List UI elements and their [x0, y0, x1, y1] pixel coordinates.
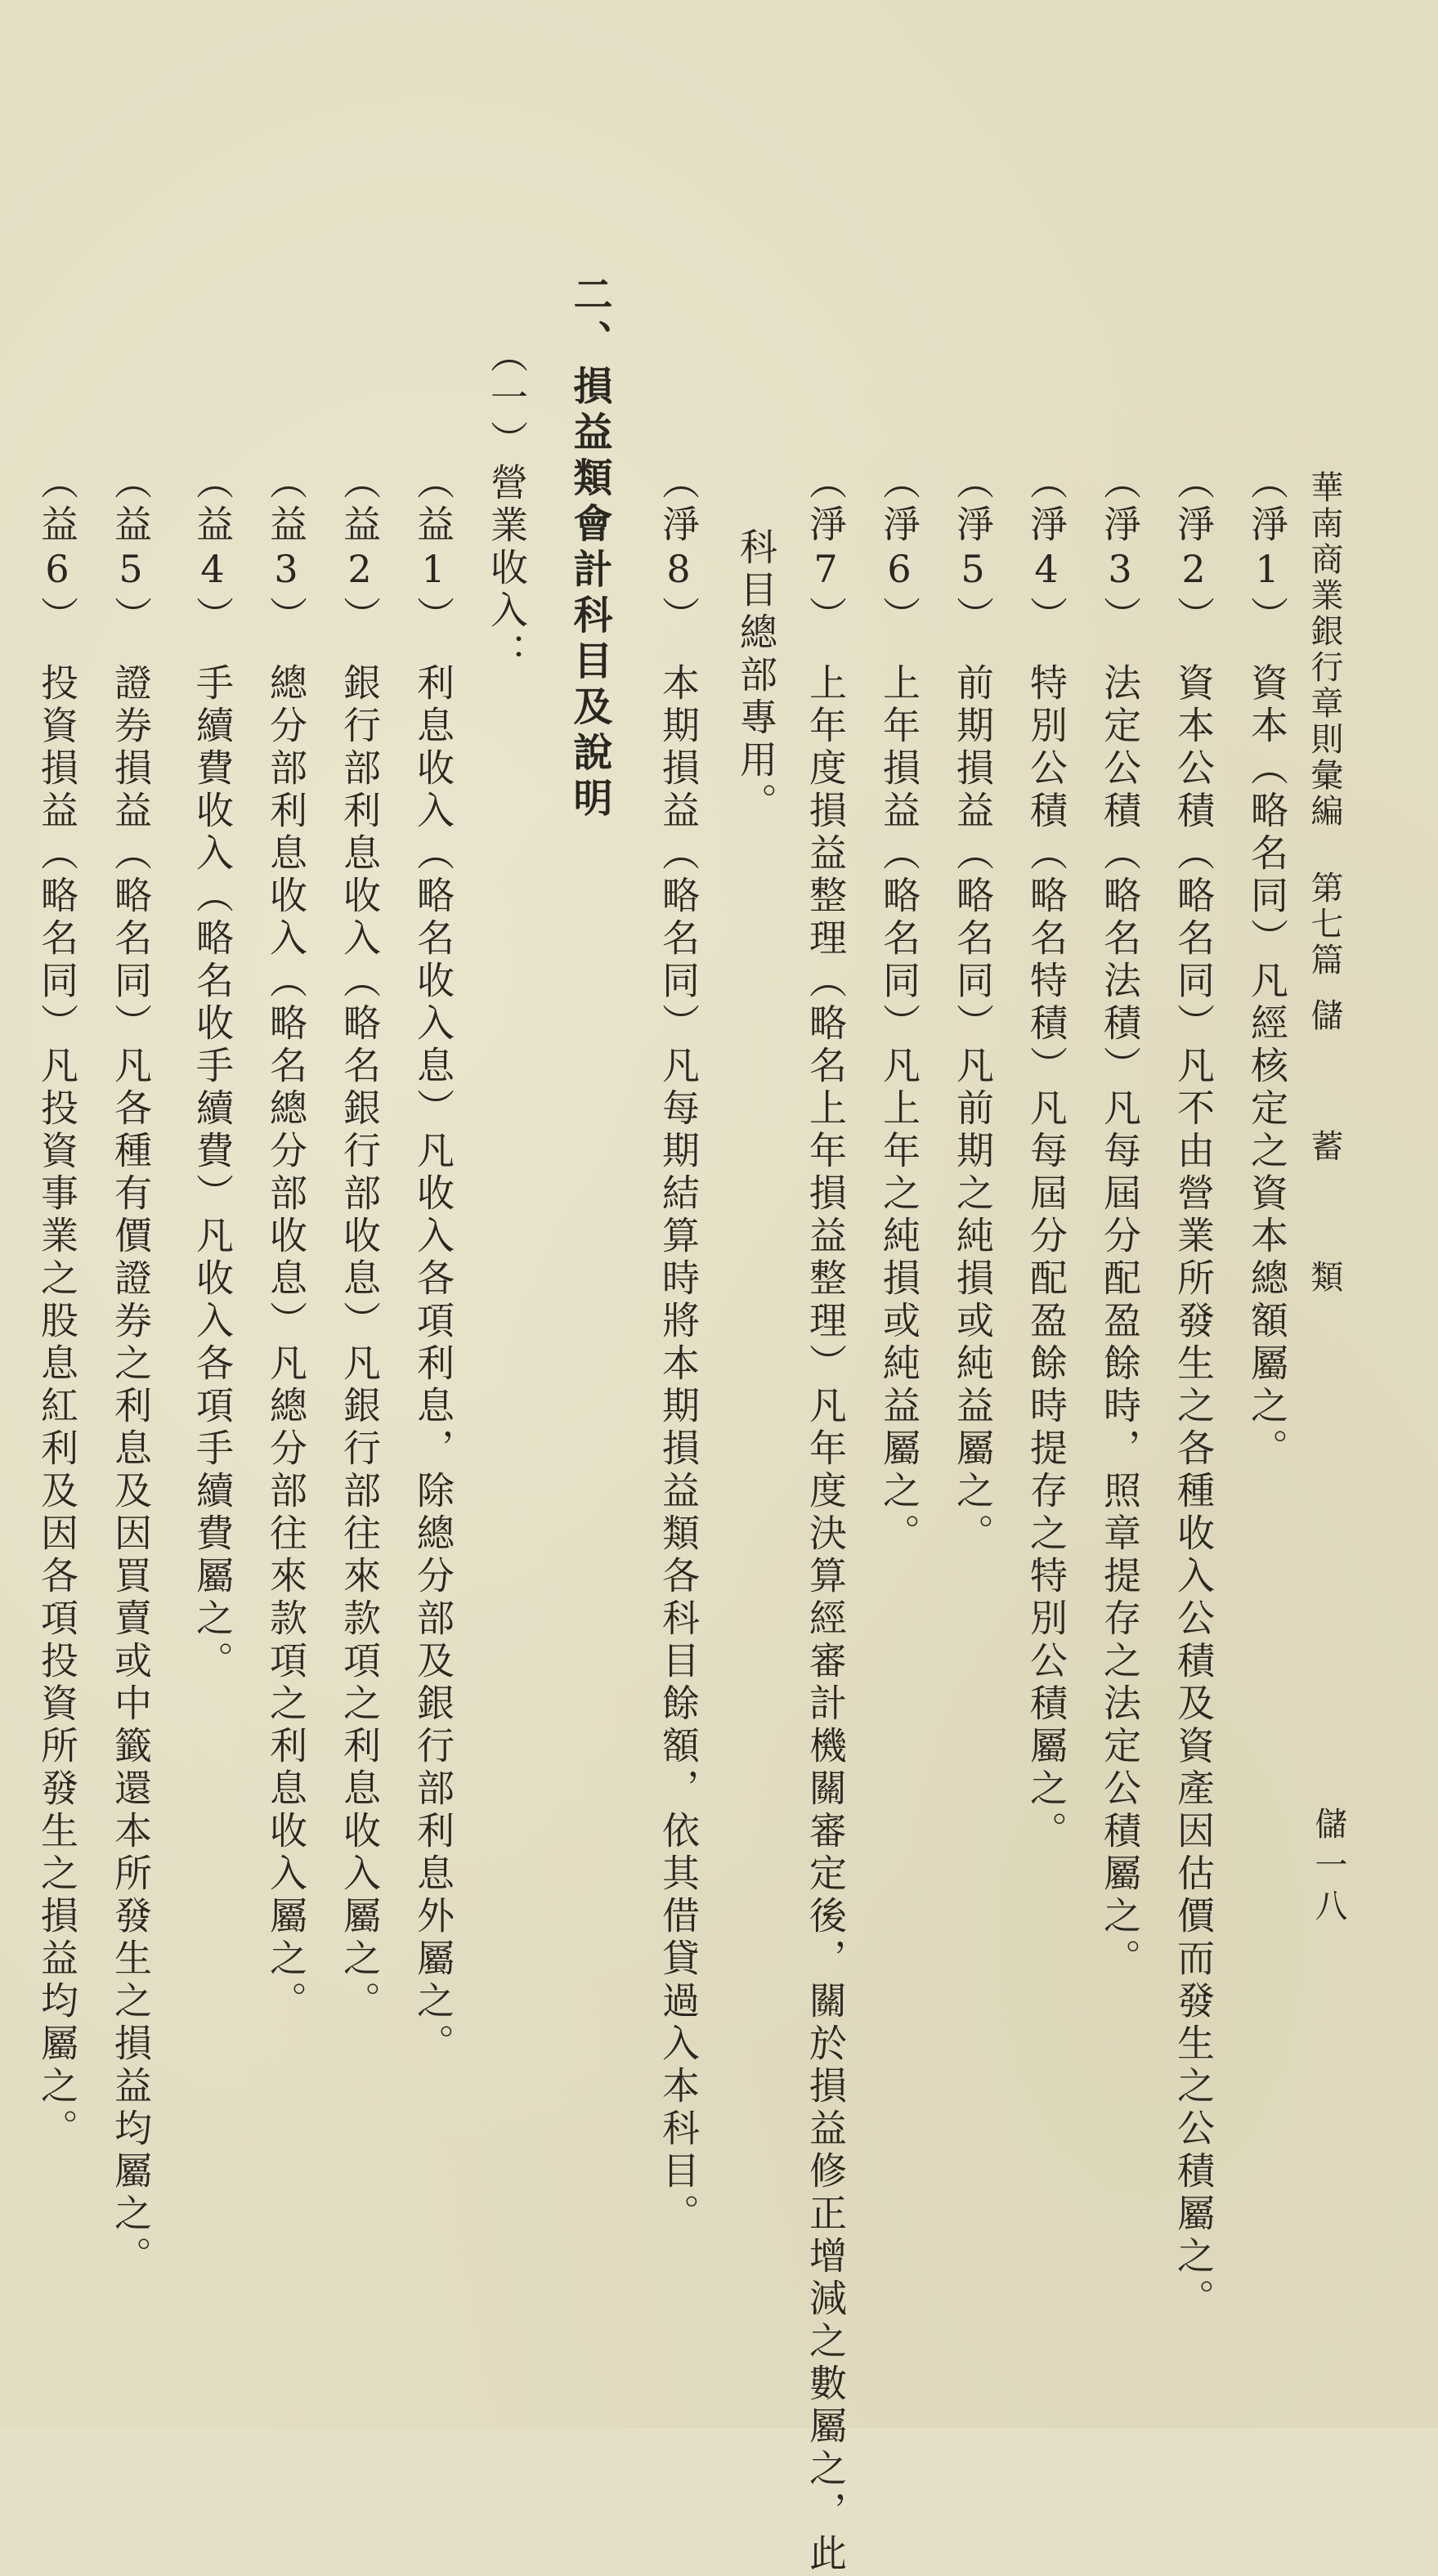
item-text: 投資損益（略名同）凡投資事業之股息紅利及因各項投資所發生之損益均屬之。 — [35, 663, 79, 2151]
item-code: （淨6） — [877, 462, 921, 638]
item-code: （益6） — [35, 462, 79, 638]
net-worth-item-7 — [804, 462, 848, 2576]
item-code: （益1） — [411, 462, 455, 638]
item-text: 資本（略名同）凡經核定之資本總額屬之。 — [1245, 663, 1289, 1471]
item-text: 利息收入（略名收入息）凡收入各項利息，除總分部及銀行部利息外屬之。 — [411, 663, 455, 2066]
net-worth-item-4 — [1024, 462, 1068, 1853]
item-text: 本期損益（略名同）凡每期結算時將本期損益類各科目餘額，依其借貸過入本科目。 — [656, 663, 701, 2236]
item-code: （淨4） — [1024, 462, 1068, 638]
net-worth-item-6 — [877, 462, 921, 1556]
item-code: （益3） — [264, 462, 308, 638]
section-title: 二、損益類會計科目及說明 — [567, 274, 612, 823]
income-item-3 — [264, 462, 308, 2023]
item-text: 手續費收入（略名收手續費）凡收入各項手續費屬之。 — [190, 663, 235, 1683]
item-text: 上年損益（略名同）凡上年之純損或純益屬之。 — [877, 663, 921, 1556]
item-text: 法定公積（略名法積）凡每屆分配盈餘時，照章提存之法定公積屬之。 — [1098, 663, 1142, 1981]
subsection-title: （一）營業收入： — [485, 335, 529, 675]
item-code: （淨1） — [1245, 462, 1289, 638]
running-header — [1308, 470, 1341, 1325]
income-item-4 — [190, 462, 235, 1683]
item-code: （淨8） — [656, 462, 701, 638]
item-text: 證券損益（略名同）凡各種有價證券之利息及因買賣或中籤還本所發生之損益均屬之。 — [109, 663, 153, 2278]
net-worth-item-5 — [951, 462, 995, 1556]
net-worth-item-7-continuation: 科目總部專用。 — [734, 527, 778, 825]
income-item-1 — [411, 462, 455, 2066]
chapter-number: 第七篇 — [1306, 871, 1343, 979]
item-code: （淨2） — [1171, 462, 1216, 638]
income-item-6 — [35, 462, 79, 2151]
item-text: 總分部利息收入（略名總分部收息）凡總分部往來款項之利息收入屬之。 — [264, 663, 308, 2023]
item-code: （益2） — [338, 462, 382, 638]
item-code: （淨3） — [1098, 462, 1142, 638]
item-text: 資本公積（略名同）凡不由營業所發生之各種收入公積及資產因估價而發生之公積屬之。 — [1171, 663, 1216, 2321]
net-worth-item-8 — [656, 462, 701, 2236]
net-worth-item-1 — [1245, 462, 1289, 1471]
income-item-2 — [338, 462, 382, 2023]
item-code: （淨7） — [804, 462, 848, 638]
book-title: 華南商業銀行章則彙編 — [1306, 470, 1343, 830]
item-code: （益5） — [109, 462, 153, 638]
page-number: 儲一八 — [1310, 1807, 1347, 1929]
net-worth-item-2 — [1171, 462, 1216, 2321]
income-item-5 — [109, 462, 153, 2278]
item-code: （淨5） — [951, 462, 995, 638]
item-text: 銀行部利息收入（略名銀行部收息）凡銀行部往來款項之利息收入屬之。 — [338, 663, 382, 2023]
item-text: 特別公積（略名特積）凡每屆分配盈餘時提存之特別公積屬之。 — [1024, 663, 1068, 1853]
chapter-name: 儲 蓄 類 — [1306, 998, 1343, 1325]
item-code: （益4） — [190, 462, 235, 638]
item-text: 前期損益（略名同）凡前期之純損或純益屬之。 — [951, 663, 995, 1556]
item-text: 上年度損益整理（略名上年損益整理）凡年度決算經審計機關審定後，關於損益修正增減之數屬之，此 — [804, 663, 848, 2576]
net-worth-item-3 — [1098, 462, 1142, 1981]
